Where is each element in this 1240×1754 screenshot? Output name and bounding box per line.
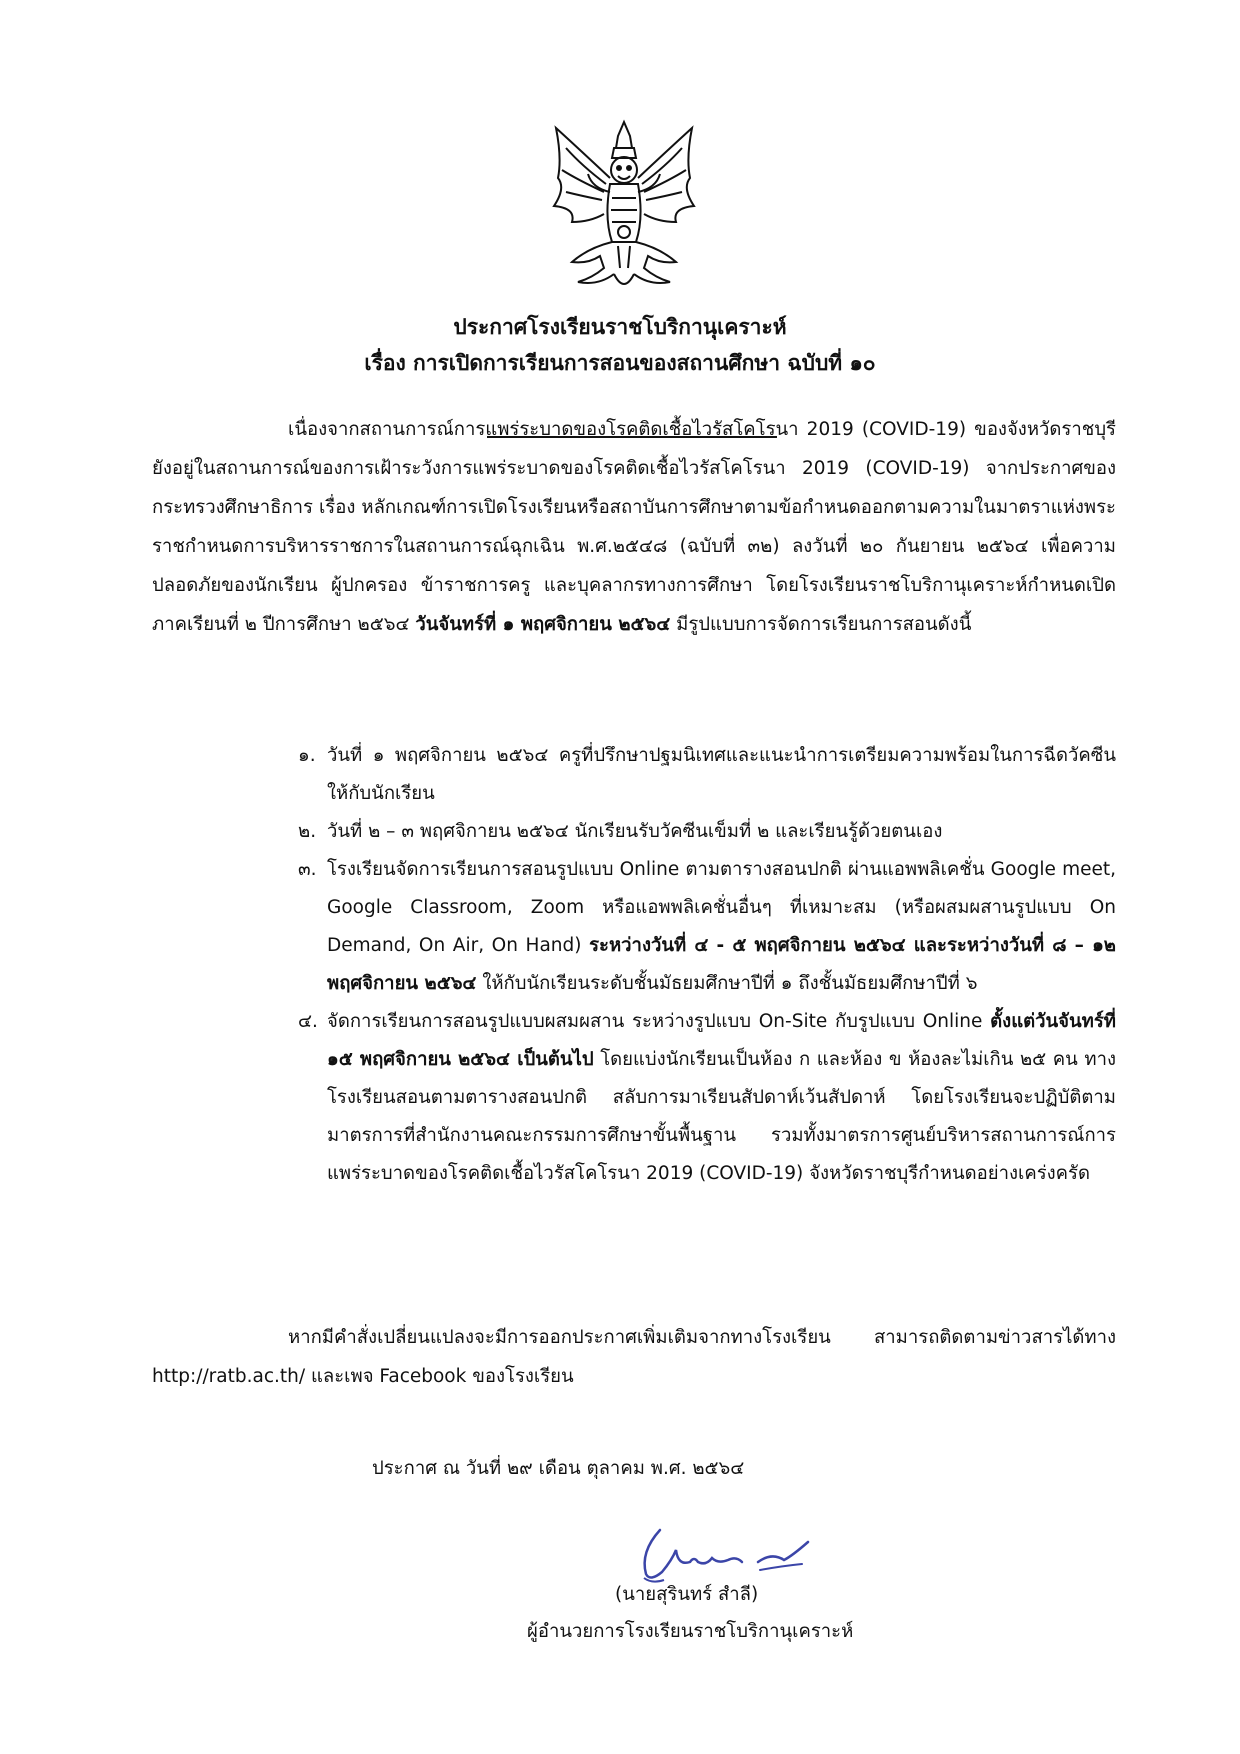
- signer-position: ผู้อำนวยการโรงเรียนราชโบริกานุเคราะห์: [527, 1621, 854, 1642]
- list-item-dates: ระหว่างวันที่ ๔ - ๕ พฤศจิกายน ๒๕๖๔ และระหว่างวันที่ ๘ – ๑๒ พฤศจิกายน ๒๕๖๔: [327, 935, 1117, 994]
- intro-open-date: วันจันทร์ที่ ๑ พฤศจิกายน ๒๕๖๔: [415, 614, 671, 635]
- list-item-number: ๓.: [298, 859, 317, 880]
- list-item-text-end: โดยแบ่งนักเรียนเป็นห้อง ก และห้อง ข ห้องละไม่เกิน ๒๕ คน ทางโรงเรียนสอนตามตารางสอนปกติ สลับการมาเรียนสัปดาห์เว้นสัปดาห์ โดยโรงเรียนจะปฏิบัติตามมาตรการที่สำนักงานคณะกรรมการศึกษาขั้นพื้นฐาน รวมทั้งมาตรการศูนย์บริหารสถานการณ์การแพร่ระบาดของโรคติดเชื้อไวรัสโคโรนา 2019 (COVID-19) จังหวัดราชบุรีกำหนดอย่างเคร่งครัด: [327, 1049, 1116, 1184]
- intro-text-end: มีรูปแบบการจัดการเรียนการสอนดังนี้: [670, 614, 972, 635]
- announcement-date: ประกาศ ณ วันที่ ๒๙ เดือน ตุลาคม พ.ศ. ๒๕๖๔: [372, 1458, 745, 1479]
- list-item-text: โรงเรียนจัดการเรียนการสอนรูปแบบ Online ตามตารางสอนปกติ ผ่านแอพพลิเคชั่น Google meet, Google Classroom, Zoom หรือแอพพลิเคชั่นอื่นๆ ที่เหมาะสม (หรือผสมผสานรูปแบบ On Demand, On Air, On Hand): [327, 859, 1116, 956]
- list-item: [298, 1003, 1116, 1193]
- schedule-list: [298, 737, 1116, 1193]
- list-item-text: จัดการเรียนการสอนรูปแบบผสมผสาน ระหว่างรูปแบบ On-Site กับรูปแบบ Online: [327, 1011, 991, 1032]
- list-item-dates: ตั้งแต่วันจันทร์ที่ ๑๕ พฤศจิกายน ๒๕๖๔ เป็นต้นไป: [327, 1011, 1116, 1070]
- list-item: [298, 737, 1116, 813]
- intro-paragraph: [152, 410, 1116, 644]
- list-item-text: วันที่ ๑ พฤศจิกายน ๒๕๖๔ ครูที่ปรึกษาปฐมนิเทศและแนะนำการเตรียมความพร้อมในการฉีดวัคซีนให้กับนักเรียน: [327, 745, 1116, 804]
- signer-name: (นายสุรินทร์ สำลี): [615, 1584, 759, 1605]
- list-item: [298, 851, 1116, 1003]
- signature: [632, 1522, 820, 1588]
- announcement-subject: เรื่อง การเปิดการเรียนการสอนของสถานศึกษา ฉบับที่ ๑๐: [364, 351, 876, 375]
- list-item-number: ๑.: [298, 745, 316, 766]
- list-item-text-end: ให้กับนักเรียนระดับชั้นมัธยมศึกษาปีที่ ๑ ถึงชั้นมัธยมศึกษาปีที่ ๖: [476, 973, 978, 994]
- closing-paragraph: [152, 1318, 1116, 1396]
- list-item-number: ๔.: [298, 1011, 318, 1032]
- list-item-text: วันที่ ๒ – ๓ พฤศจิกายน ๒๕๖๔ นักเรียนรับวัคซีนเข็มที่ ๒ และเรียนรู้ด้วยตนเอง: [327, 821, 943, 842]
- list-item-number: ๒.: [298, 821, 317, 842]
- list-item: [298, 813, 1116, 851]
- announcement-title: ประกาศโรงเรียนราชโบริกานุเคราะห์: [453, 315, 787, 339]
- garuda-emblem: [548, 118, 700, 296]
- closing-text: หากมีคำสั่งเปลี่ยนแปลงจะมีการออกประกาศเพิ่มเติมจากทางโรงเรียน สามารถติดตามข่าวสารได้ทาง http://ratb.ac.th/ และเพจ Facebook ของโรงเรียน: [152, 1327, 1116, 1387]
- intro-text: เนื่องจากสถานการณ์การแพร่ระบาดของโรคติดเชื้อไวรัสโคโรนา 2019 (COVID-19) ของจังหวัดราชบุรียังอยู่ในสถานการณ์ของการเฝ้าระวังการแพร่ระบาดของโรคติดเชื้อไวรัสโคโรนา 2019 (COVID-19) จากประกาศของกระทรวงศึกษาธิการ เรื่อง หลักเกณฑ์การเปิดโรงเรียนหรือสถาบันการศึกษาตามข้อกำหนดออกตามความในมาตราแห่งพระราชกำหนดการบริหารราชการในสถานการณ์ฉุกเฉิน พ.ศ.๒๕๔๘ (ฉบับที่ ๓๒) ลงวันที่ ๒๐ กันยายน ๒๕๖๔ เพื่อความปลอดภัยของนักเรียน ผู้ปกครอง ข้าราชการครู และบุคลากรทางการศึกษา โดยโรงเรียนราชโบริกานุเคราะห์กำหนดเปิดภาคเรียนที่ ๒ ปีการศึกษา ๒๕๖๔: [152, 419, 1116, 635]
